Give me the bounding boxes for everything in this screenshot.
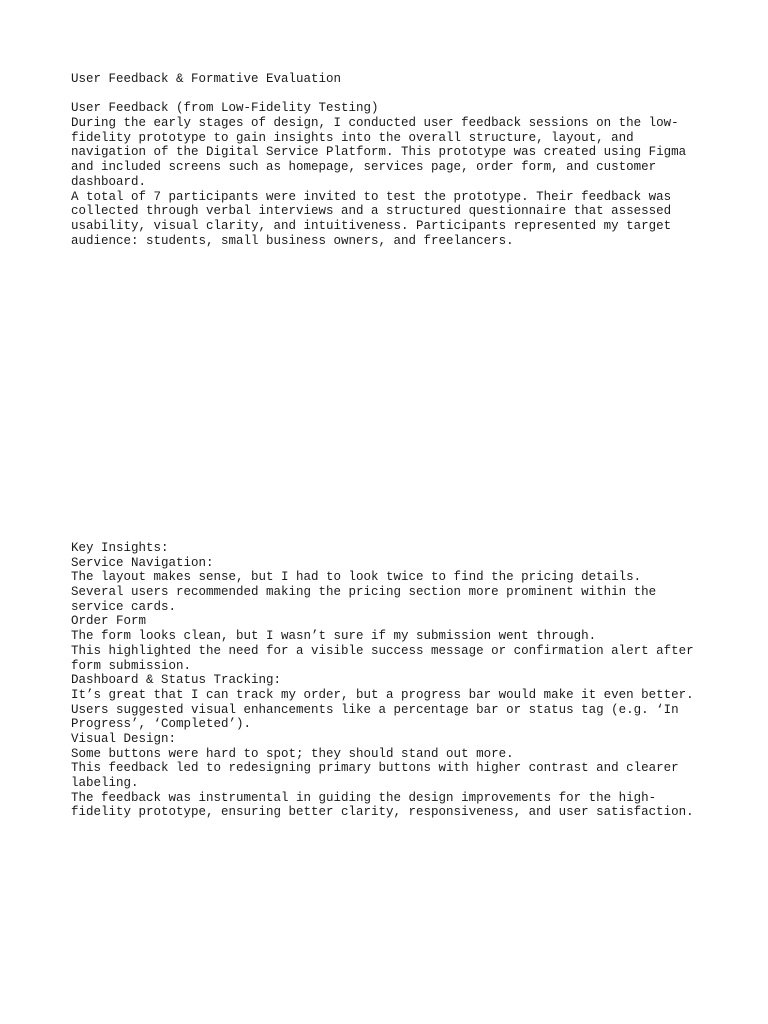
blank-line	[71, 87, 711, 102]
intro-line: A total of 7 participants were invited to test the prototype. Their feedback was	[71, 189, 672, 204]
insights-line: The layout makes sense, but I had to look twice to find the pricing details.	[71, 570, 642, 585]
insights-heading: Key Insights:	[71, 541, 169, 555]
insights-line: Order Form	[71, 614, 147, 629]
insights-line: Several users recommended making the pricing section more prominent within the	[71, 585, 657, 600]
document-title: User Feedback & Formative Evaluation	[71, 72, 342, 86]
insights-line: fidelity prototype, ensuring better clarity, responsiveness, and user satisfaction.	[71, 805, 694, 820]
intro-line: dashboard.	[71, 174, 147, 189]
intro-line: audience: students, small business owners, and freelancers.	[71, 233, 514, 248]
insights-line: service cards.	[71, 599, 177, 614]
insights-line: It’s great that I can track my order, but a progress bar would make it even better.	[71, 687, 694, 702]
insights-line: Visual Design:	[71, 731, 177, 746]
intro-line: collected through verbal interviews and a structured questionnaire that assessed	[71, 204, 672, 219]
intro-line: navigation of the Digital Service Platform. This prototype was created using Figma	[71, 145, 687, 160]
insights-line: Some buttons were hard to spot; they should stand out more.	[71, 746, 514, 761]
intro-line: usability, visual clarity, and intuitiveness. Participants represented my target	[71, 218, 672, 233]
section-heading: User Feedback (from Low-Fidelity Testing)	[71, 101, 379, 116]
intro-line: fidelity prototype to gain insights into the overall structure, layout, and	[71, 130, 634, 145]
insights-line: Dashboard & Status Tracking:	[71, 673, 282, 688]
insights-line: The form looks clean, but I wasn’t sure if my submission went through.	[71, 629, 597, 644]
insights-line: Service Navigation:	[71, 555, 214, 570]
intro-line: During the early stages of design, I conducted user feedback sessions on the low-	[71, 116, 679, 131]
insights-line: form submission.	[71, 658, 192, 673]
insights-section	[71, 541, 711, 820]
intro-line: and included screens such as homepage, services page, order form, and customer	[71, 160, 657, 175]
insights-line: The feedback was instrumental in guiding the design improvements for the high-	[71, 790, 657, 805]
insights-line: Users suggested visual enhancements like a percentage bar or status tag (e.g. ‘In	[71, 702, 679, 717]
intro-section	[71, 72, 711, 248]
insights-line: This highlighted the need for a visible success message or confirmation alert after	[71, 643, 694, 658]
insights-line: Progress’, ‘Completed’).	[71, 717, 252, 732]
insights-line: This feedback led to redesigning primary buttons with higher contrast and clearer	[71, 761, 679, 776]
insights-line: labeling.	[71, 776, 139, 790]
